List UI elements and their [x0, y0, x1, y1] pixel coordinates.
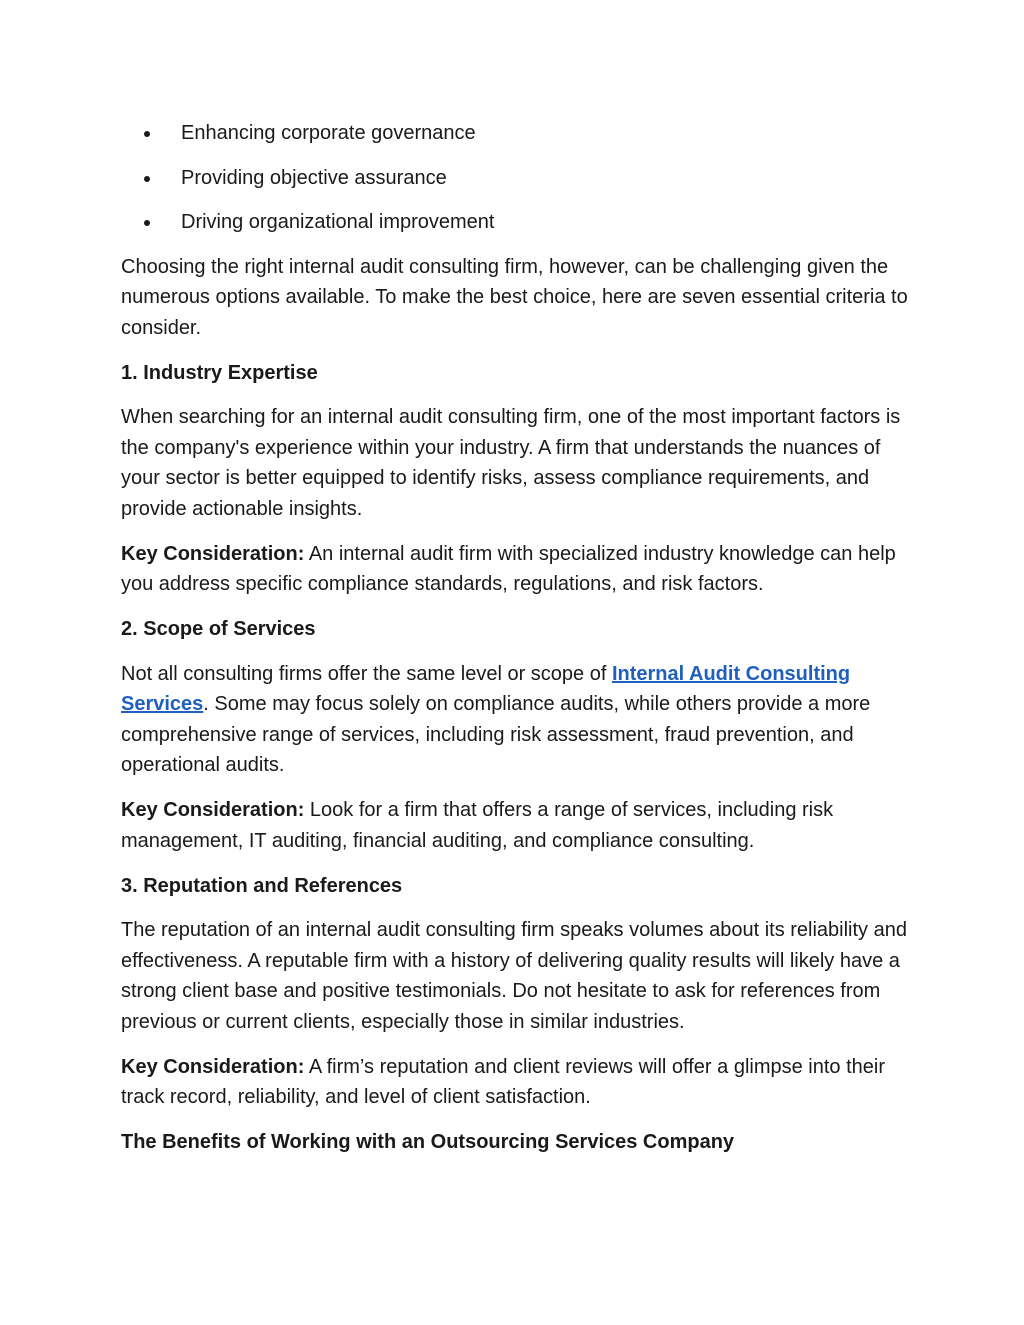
closing-heading: The Benefits of Working with an Outsourcing Services Company	[121, 1131, 735, 1153]
list-item	[121, 118, 911, 148]
bullet-icon	[144, 176, 150, 182]
key-consideration-text: An internal audit firm with specialized industry knowledge can help you address specific compliance standards, regulations, and risk factors.	[121, 542, 896, 595]
body-text-before-link: Not all consulting firms offer the same level or scope of	[121, 662, 612, 685]
section-heading-scope-of-services: 2. Scope of Services	[121, 618, 316, 640]
key-consideration-text: A firm’s reputation and client reviews will offer a glimpse into their track record, reliability, and level of client satisfaction.	[121, 1055, 886, 1108]
section-heading-reputation-and-references: 3. Reputation and References	[121, 874, 403, 897]
key-consideration-label: Key Consideration:	[121, 799, 305, 821]
bullet-list	[121, 118, 911, 237]
key-consideration-label: Key Consideration:	[121, 542, 305, 565]
section-body-scope-of-services	[121, 659, 911, 781]
bullet-text: Driving organizational improvement	[181, 211, 495, 233]
bullet-icon	[144, 131, 150, 137]
bullet-text: Enhancing corporate governance	[181, 122, 476, 144]
key-consideration-industry-expertise	[121, 539, 911, 600]
section-body-industry-expertise: When searching for an internal audit consulting firm, one of the most important factors is the company's experience within your industry. A firm that understands the nuances of your sector is better equipped to identify risks, assess compliance requirements, and provide actionable insights.	[121, 406, 901, 520]
key-consideration-scope-of-services	[121, 795, 911, 856]
list-item	[121, 207, 911, 237]
internal-audit-consulting-services-link[interactable]: Internal Audit Consulting Services	[121, 662, 851, 715]
key-consideration-reputation-and-references	[121, 1052, 911, 1113]
section-heading-industry-expertise: 1. Industry Expertise	[121, 361, 318, 384]
document-page	[121, 118, 911, 1172]
bullet-text: Providing objective assurance	[181, 166, 447, 189]
key-consideration-text: Look for a firm that offers a range of services, including risk management, IT auditing, financial auditing, and compliance consulting.	[121, 799, 834, 852]
body-text-after-link: . Some may focus solely on compliance audits, while others provide a more comprehensive range of services, including risk assessment, fraud prevention, and operational audits.	[121, 693, 871, 776]
section-body-reputation-and-references: The reputation of an internal audit consulting firm speaks volumes about its reliability and effectiveness. A reputable firm with a history of delivering quality results will likely have a strong client base and positive testimonials. Do not hesitate to ask for references from previous or current clients, especially those in similar industries.	[121, 919, 907, 1033]
intro-paragraph: Choosing the right internal audit consulting firm, however, can be challenging given the numerous options available. To make the best choice, here are seven essential criteria to consider.	[121, 255, 908, 339]
list-item	[121, 163, 911, 193]
key-consideration-label: Key Consideration:	[121, 1055, 305, 1078]
bullet-icon	[144, 220, 150, 226]
